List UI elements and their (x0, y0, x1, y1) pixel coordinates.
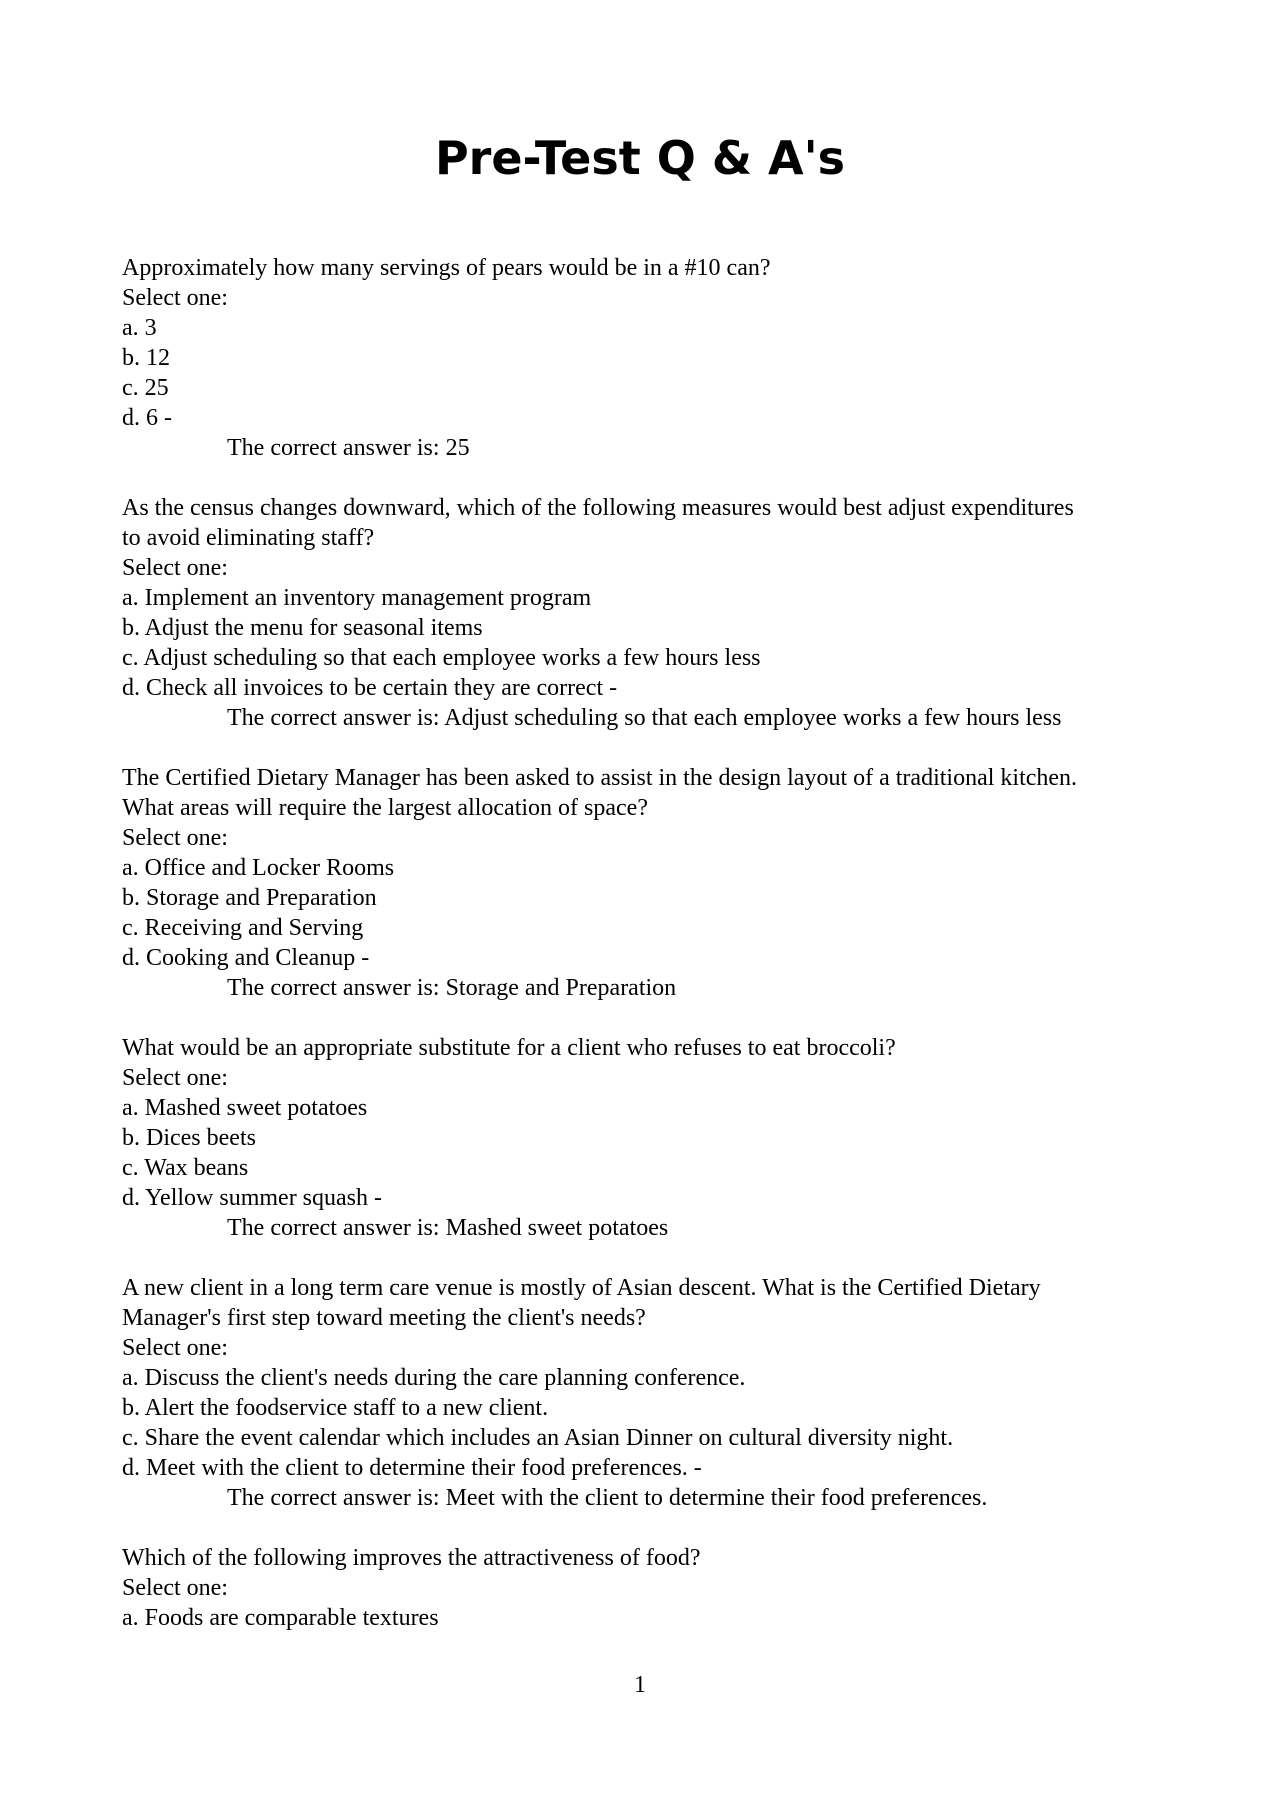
question-block (122, 1273, 1182, 1513)
correct-answer-prefix: The correct answer is: (227, 1485, 446, 1511)
question-text: What would be an appropriate substitute for a client who refuses to eat broccoli? (122, 1035, 896, 1061)
select-one-label: Select one: (122, 825, 228, 851)
select-one-label: Select one: (122, 555, 228, 581)
answer-option: d. Check all invoices to be certain they are correct - (122, 675, 618, 701)
select-one-label: Select one: (122, 1065, 228, 1091)
correct-answer (122, 703, 1182, 733)
answer-option: d. 6 - (122, 405, 172, 431)
correct-answer-prefix: The correct answer is: (227, 975, 446, 1001)
question-block (122, 1543, 1182, 1633)
question-text: The Certified Dietary Manager has been asked to assist in the design layout of a traditional kitchen. (122, 765, 1078, 791)
answer-option: a. Foods are comparable textures (122, 1605, 439, 1631)
correct-answer (122, 433, 1182, 463)
answer-option: d. Cooking and Cleanup - (122, 945, 370, 971)
select-one-label: Select one: (122, 1575, 228, 1601)
correct-answer (122, 973, 1182, 1003)
question-text: Approximately how many servings of pears would be in a #10 can? (122, 255, 771, 281)
answer-option: a. Implement an inventory management program (122, 585, 592, 611)
select-one-label: Select one: (122, 285, 228, 311)
answer-option: d. Yellow summer squash - (122, 1185, 383, 1211)
answer-option: a. Mashed sweet potatoes (122, 1095, 368, 1121)
question-block (122, 253, 1182, 463)
question-text: Manager's first step toward meeting the client's needs? (122, 1305, 646, 1331)
answer-option: b. Alert the foodservice staff to a new client. (122, 1395, 549, 1421)
answer-option: a. Office and Locker Rooms (122, 855, 395, 881)
correct-answer-value: Storage and Preparation (445, 975, 677, 1001)
correct-answer-value: Meet with the client to determine their food preferences. (445, 1485, 988, 1511)
answer-option: c. Share the event calendar which includes an Asian Dinner on cultural diversity night. (122, 1425, 954, 1451)
answer-option: c. Adjust scheduling so that each employee works a few hours less (122, 645, 761, 671)
correct-answer (122, 1213, 1182, 1243)
correct-answer-prefix: The correct answer is: (227, 705, 445, 731)
page-number: 1 (634, 1672, 646, 1698)
answer-option: c. Receiving and Serving (122, 915, 364, 941)
correct-answer-value: Mashed sweet potatoes (445, 1215, 669, 1241)
question-text: What areas will require the largest allocation of space? (122, 795, 648, 821)
answer-option: b. 12 (122, 345, 170, 371)
answer-option: d. Meet with the client to determine their food preferences. - (122, 1455, 702, 1481)
question-text: to avoid eliminating staff? (122, 525, 375, 551)
page-title: Pre-Test Q & A's (434, 131, 846, 185)
question-list (122, 253, 1182, 1663)
question-text: A new client in a long term care venue is mostly of Asian descent. What is the Certified Dietary (122, 1275, 1041, 1301)
question-block (122, 493, 1182, 733)
correct-answer-prefix: The correct answer is: (227, 435, 446, 461)
correct-answer-prefix: The correct answer is: (227, 1215, 446, 1241)
question-text: As the census changes downward, which of the following measures would best adjust expenditures (122, 495, 1074, 521)
question-text: Which of the following improves the attractiveness of food? (122, 1545, 701, 1571)
correct-answer-value: Adjust scheduling so that each employee works a few hours less (444, 705, 1062, 731)
answer-option: b. Adjust the menu for seasonal items (122, 615, 483, 641)
answer-option: a. 3 (122, 315, 157, 341)
answer-option: b. Dices beets (122, 1125, 256, 1151)
answer-option: b. Storage and Preparation (122, 885, 377, 911)
select-one-label: Select one: (122, 1335, 228, 1361)
answer-option: a. Discuss the client's needs during the care planning conference. (122, 1365, 746, 1391)
correct-answer (122, 1483, 1182, 1513)
answer-option: c. Wax beans (122, 1155, 249, 1181)
question-block (122, 1033, 1182, 1243)
correct-answer-value: 25 (445, 435, 470, 461)
question-block (122, 763, 1182, 1003)
answer-option: c. 25 (122, 375, 169, 401)
